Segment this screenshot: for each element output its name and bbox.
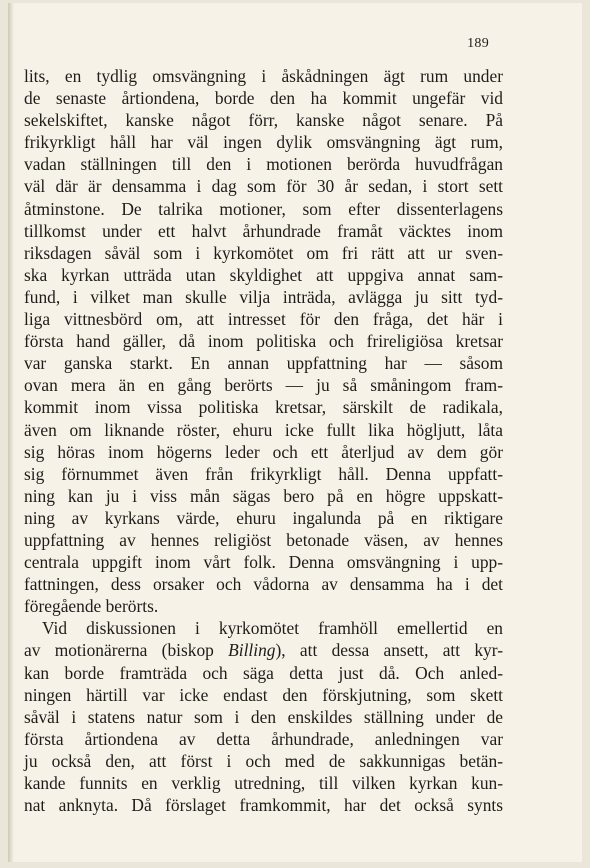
text-line: sekelskiftet, kanske något förr, kanske något senare. På (24, 110, 503, 131)
text-line: frikyrkligt håll har väl ingen dylik omsvängning ägt rum, (24, 132, 503, 153)
text-line: nat anknyta. Då förslaget framkommit, har det också synts (24, 795, 503, 816)
text-line: kande funnits en verklig utredning, till vilken kyrkan kun- (24, 773, 503, 793)
text-line: liga vittnesbörd om, att intresset för den fråga, det här i (24, 309, 503, 330)
text-segment: av motionärerna (biskop (24, 640, 229, 661)
text-line: vadan ställningen till den i motionen berörda huvudfrågan (24, 154, 503, 175)
text-line: ovan mera än en gång berörts — ju så småningom fram- (24, 375, 503, 396)
text-line: var ganska starkt. En annan uppfattning har — såsom (24, 353, 503, 374)
italic-name: Billing (228, 640, 276, 661)
text-line: ju också den, att först i och med de sakkunnigas betän- (24, 750, 503, 771)
paragraph-start-line: Vid diskussionen i kyrkomötet framhöll emellertid en (42, 618, 503, 639)
text-line: ning kan ju i viss mån sägas bero på en högre uppskatt- (24, 485, 503, 506)
text-line: sig höras inom högerns leder och ett återljud av dem gör (24, 441, 503, 462)
text-line: uppfattning av hennes religiöst betonade väsen, av hennes (24, 529, 503, 550)
text-line: första årtiondena av detta århundrade, anledningen var (24, 728, 503, 749)
text-line: ning av kyrkans värde, ehuru ingalunda på en riktigare (24, 507, 503, 528)
text-line: kommit inom vissa politiska kretsar, särskilt de radikala, (24, 397, 503, 418)
text-line: ska kyrkan utträda utan skyldighet att uppgiva annat sam- (24, 264, 503, 285)
text-line: åtminstone. De talrika motioner, som efter dissenterlagens (24, 198, 503, 219)
body-text (24, 65, 503, 816)
text-segment: ), att dessa ansett, att kyr- (275, 640, 503, 661)
text-line: riksdagen såväl som i kyrkomötet om fri rätt att ur sven- (24, 242, 503, 263)
text-line: lits, en tydlig omsvängning i åskådningen ägt rum under (24, 66, 503, 86)
text-line: fattningen, dess orsaker och vådorna av densamma ha i det (24, 574, 503, 595)
text-line: centrala uppgift inom vårt folk. Denna omsvängning i upp- (24, 552, 503, 573)
text-line: ningen härtill var icke endast den förskjutning, som skett (24, 684, 503, 705)
book-page (8, 3, 582, 862)
text-line: tillkomst under ett halvt århundrade framåt väcktes inom (24, 220, 503, 241)
paragraph-end-line: föregående berörts. (24, 596, 159, 617)
text-line: första hand gäller, då inom politiska och frireligiösa kretsar (24, 331, 503, 352)
text-line: fund, i vilket man skulle vilja inträda, avlägga ju sitt tyd- (24, 286, 503, 307)
text-line: de senaste årtiondena, borde den ha kommit ungefär vid (24, 88, 503, 109)
text-line: såväl i statens natur som i den enskildes ställning under de (24, 706, 503, 727)
text-line-with-italic (24, 639, 503, 661)
text-line: sig förnummet även från frikyrkligt håll. Denna uppfatt- (24, 463, 503, 484)
text-line: väl där är densamma i dag som för 30 år sedan, i stort sett (24, 176, 503, 197)
text-line: även om liknande röster, ehuru icke fullt lika högljutt, låta (24, 419, 503, 440)
text-line: kan borde framträda och säga detta just då. Och anled- (24, 662, 503, 683)
page-number: 189 (467, 36, 489, 51)
page-binding-edge (8, 3, 14, 862)
